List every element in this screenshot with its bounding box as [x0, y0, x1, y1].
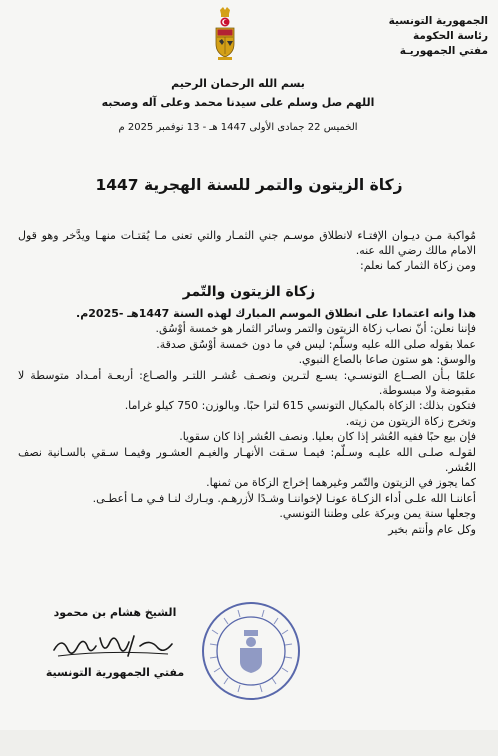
body-line: كما يجوز في الزيتون والتّمر وغيرهما إخراج الزكاة من ثمنها.: [206, 476, 476, 490]
body-line: وجعلها سنة يمن وبركة على وطننا التونسي.: [279, 507, 476, 521]
letterhead: [348, 14, 488, 59]
official-stamp-icon: [200, 600, 302, 702]
body-line: هذا وانه اعتمادا على انطلاق الموسم المبارك لهذه السنة 1447هـ -2025م.: [76, 307, 476, 320]
signatory-title: مفتي الجمهورية التونسية: [45, 666, 185, 679]
body-line: فإننا نعلن: أنّ نصاب زكاة الزيتون والتمر وسائر الثمار هو خمسة أوْسُق.: [155, 322, 476, 336]
intro-block: [18, 228, 476, 273]
header-republic: الجمهورية التونسية: [388, 15, 488, 27]
document-title: زكاة الزيتون والتمر للسنة الهجرية 1447: [95, 176, 403, 194]
salawat-line: اللهم صل وسلم على سيدنا محمد وعلى آله وصحبه: [101, 96, 375, 109]
signatory-name: الشيخ هشام بن محمود: [53, 606, 177, 619]
body-line: لقولـه صلـى الله عليـه وسـلّم: فيمـا سـقت الأنهـار والغيـم العشـور وفيمـا سـقي بالسـانية نصف العُشر.: [18, 445, 476, 475]
body-line: أعاننـا الله علـى أداء الزكـاة عونـا لإخواننـا وشـدًا لأزرهـم. وبـارك لنـا فـي مـا أعطـى.: [92, 491, 476, 505]
body-line: عملا بقوله صلى الله عليه وسلّم: ليس في ما دون خمسة أوْسُق صدقة.: [156, 337, 476, 351]
section-title: زكاة الزيتون والتّمر: [182, 284, 316, 300]
body-text: [18, 306, 476, 537]
body-line: والوسق: هو ستون صاعا بالصاع النبوي.: [298, 353, 476, 367]
header-presidency: رئاسة الحكومة: [413, 30, 488, 42]
body-line: وكل عام وأنتم بخير: [388, 522, 476, 536]
body-line: علمًا بـأن الصــاع التونسـي: يسـع لتـرين ونصـف عُشـر اللتـر والصـاع: أربعـة أمـداد متوسطة لا مقبوضة ولا مبسوطة.: [18, 368, 476, 398]
intro-paragraph: مُواكبة مـن ديـوان الإفتـاء لانطلاق موسـم جني الثمـار والتي تعنى مـا يُقتـات منهـا ويدَّخر وهو قول الامام مالك رضي الله عنه.: [18, 229, 476, 257]
body-line: فإن بيع حبًا ففيه العُشر إذا كان بعليا. ونصف العُشر إذا كان سقويا.: [179, 430, 476, 444]
document-date: الخميس 22 جمادى الأولى 1447 هـ - 13 نوفمبر 2025 م: [118, 122, 358, 133]
body-line: وتخرج زكاة الزيتون من زيته.: [345, 414, 476, 428]
header-mufti: مفتي الجمهوريـة: [399, 45, 488, 57]
basmala-line: بسم الله الرحمان الرحيم: [171, 77, 305, 90]
page-bottom-margin: [0, 730, 498, 756]
body-line: فتكون بذلك: الزكاة بالمكيال التونسي 615 لترا حبًا. وبالوزن: 750 كيلو غراما.: [124, 399, 476, 413]
intro-lead: ومن زكاة الثمار كما نعلم:: [360, 259, 476, 272]
tunisia-coat-of-arms-icon: [210, 6, 240, 62]
handwritten-signature-icon: [48, 628, 178, 662]
basmala-block: [73, 74, 403, 112]
